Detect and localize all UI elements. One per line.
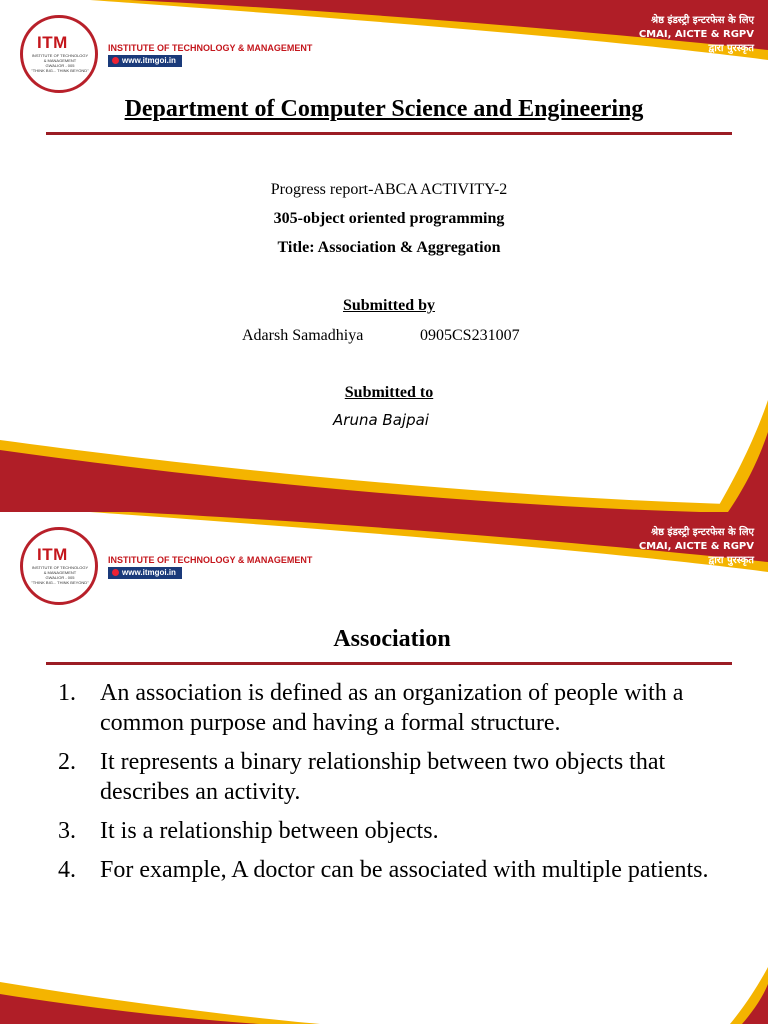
website-text: www.itmgoi.in [122,56,176,65]
itm-logo [20,527,98,605]
list-text: It represents a binary relationship between two objects that describes an activity. [100,749,666,805]
heading-divider [46,132,732,135]
list-text: It is a relationship between objects. [100,818,439,844]
teacher-name: Aruna Bajpai [333,411,429,429]
list-item [58,747,718,807]
list-item [58,678,718,738]
banner-line: द्वारा पुरस्कृत [708,43,754,54]
website-badge [108,567,182,579]
list-text: An association is defined as an organization of people with a common purpose and having a formal structure. [100,680,684,736]
title-line: Title: Association & Aggregation [277,239,501,256]
award-banner [639,526,754,568]
institute-name: INSTITUTE OF TECHNOLOGY & MANAGEMENT [108,43,313,53]
itm-logo [20,15,98,93]
logo-text: ITM [37,545,68,564]
list-item [58,855,718,885]
list-number: 3. [58,818,76,844]
website-text: www.itmgoi.in [122,568,176,577]
logo-caption: INSTITUTE OF TECHNOLOGY [31,565,89,570]
logo-caption: & MANAGEMENT [43,58,77,63]
slide-association [0,512,768,1024]
website-badge [108,55,182,67]
logo-caption: & MANAGEMENT [43,570,77,575]
list-number: 1. [58,680,76,706]
student-id: 0905CS231007 [420,327,520,344]
submitted-to-label: Submitted to [344,384,434,401]
department-heading: Department of Computer Science and Engineering [124,96,644,122]
award-banner [639,14,754,56]
logo-caption: GWALIOR - 005 [45,575,75,580]
progress-report-line: Progress report-ABCA ACTIVITY-2 [270,181,508,198]
globe-icon [112,57,119,64]
logo-caption: INSTITUTE OF TECHNOLOGY [31,53,89,58]
globe-icon [112,569,119,576]
banner-line: श्रेष्ठ इंडस्ट्री इन्टरफेस के लिए [651,527,754,538]
banner-line: द्वारा पुरस्कृत [708,555,754,566]
banner-line: CMAI, AICTE & RGPV [638,29,754,40]
association-points [58,678,718,894]
list-text: For example, A doctor can be associated with multiple patients. [100,857,709,883]
submitted-by-label: Submitted by [342,297,436,314]
logo-caption: "THINK BIG... THINK BEYOND" [31,580,89,585]
list-number: 4. [58,857,76,883]
course-line: 305-object oriented programming [273,210,505,227]
student-name: Adarsh Samadhiya [242,327,364,344]
slide-title: Association [333,626,451,652]
heading-divider [46,662,732,665]
logo-text: ITM [37,33,68,52]
list-item [58,816,718,846]
logo-caption: GWALIOR - 005 [45,63,75,68]
logo-caption: "THINK BIG... THINK BEYOND" [31,68,89,73]
institute-name: INSTITUTE OF TECHNOLOGY & MANAGEMENT [108,555,313,565]
banner-line: श्रेष्ठ इंडस्ट्री इन्टरफेस के लिए [651,15,754,26]
list-number: 2. [58,749,76,775]
banner-line: CMAI, AICTE & RGPV [638,541,754,552]
